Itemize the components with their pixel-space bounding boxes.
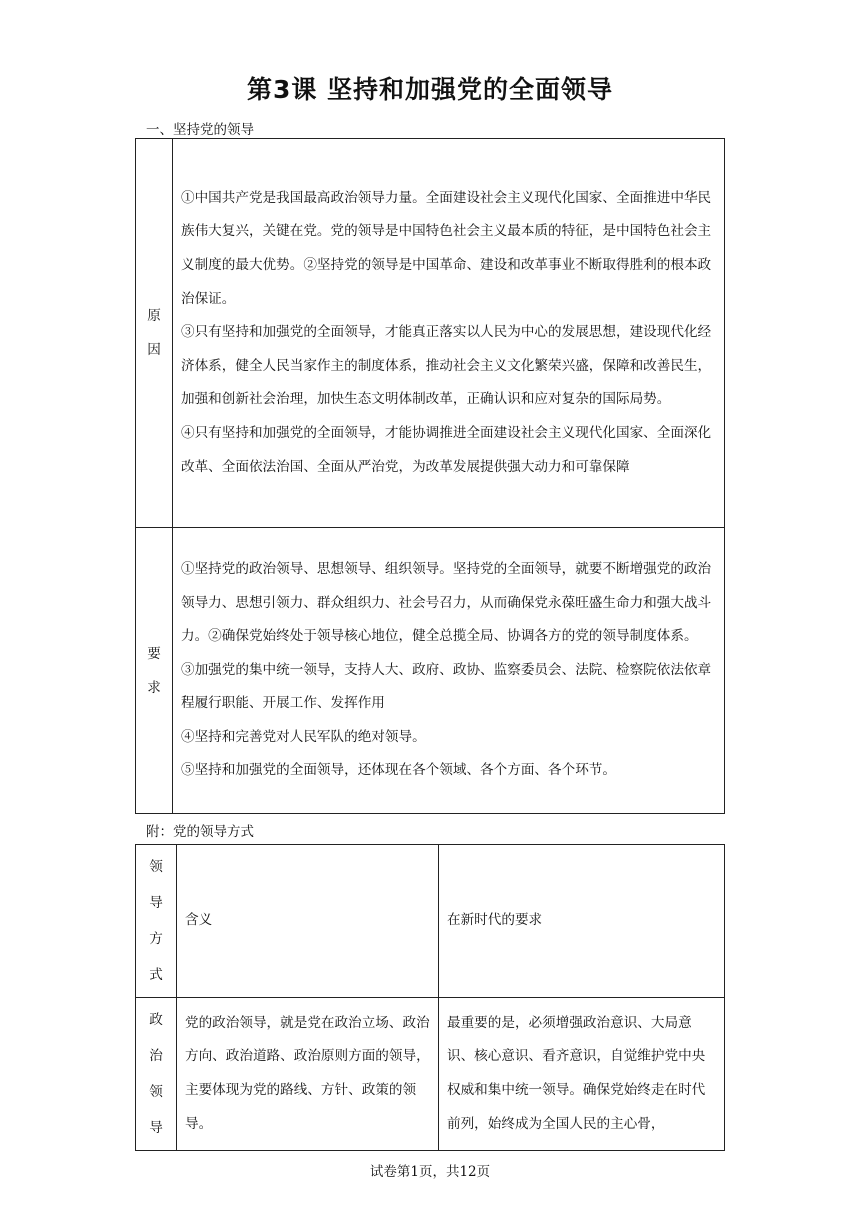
- appendix-heading: 附：党的领导方式: [146, 824, 254, 840]
- requirement-label-cell: [136, 528, 173, 814]
- header-method-cell: [136, 845, 177, 998]
- method-char: 导: [149, 1120, 163, 1136]
- leadership-table: [135, 138, 725, 814]
- row-method-cell: [136, 998, 177, 1151]
- header-char: 方: [149, 931, 163, 947]
- requirement-paragraph: ⑤坚持和加强党的全面领导，还体现在各个领域、各个方面、各个环节。: [181, 762, 616, 779]
- reason-label-char: 因: [147, 342, 161, 358]
- reason-content-cell: [173, 139, 725, 528]
- reason-paragraph: ③只有坚持和加强党的全面领导，才能真正落实以人民为中心的发展思想，建设现代化经济体系，健全人民当家作主的制度体系，推动社会主义文化繁荣兴盛，保障和改善民生，加强和创新社会治理，加快生态文明体制改革，正确认识和应对复杂的国际局势。: [181, 324, 712, 408]
- method-char: 治: [149, 1048, 163, 1064]
- requirement-paragraph: ③加强党的集中统一领导，支持人大、政府、政协、监察委员会、法院、检察院依法依章程履行职能、开展工作、发挥作用: [181, 661, 712, 712]
- row-meaning-cell: 党的政治领导，就是党在政治立场、政治方向、政治道路、政治原则方面的领导，主要体现为党的路线、方针、政策的领导。: [177, 998, 439, 1151]
- reason-label-char: 原: [147, 308, 161, 324]
- header-char: 导: [149, 895, 163, 911]
- requirement-paragraph: ④坚持和完善党对人民军队的绝对领导。: [181, 728, 426, 745]
- reason-paragraph: ①中国共产党是我国最高政治领导力量。全面建设社会主义现代化国家、全面推进中华民族伟大复兴，关键在党。党的领导是中国特色社会主义最本质的特征，是中国特色社会主义制度的最大优势。②坚持党的领导是中国革命、建设和改革事业不断取得胜利的根本政治保证。: [181, 189, 712, 307]
- section-heading: 一、坚持党的领导: [146, 122, 254, 138]
- requirement-content-cell: [173, 528, 725, 814]
- leadership-methods-table: [135, 844, 725, 1151]
- page-footer: 试卷第1页，共12页: [369, 1164, 491, 1180]
- requirement-label-char: 要: [147, 645, 161, 662]
- header-char: 领: [149, 859, 163, 875]
- requirement-label-char: 求: [147, 679, 161, 696]
- row-requirement-cell: 最重要的是，必须增强政治意识、大局意识、核心意识、看齐意识，自觉维护党中央权威和集中统一领导。确保党始终走在时代前列，始终成为全国人民的主心骨，: [439, 998, 725, 1151]
- method-char: 政: [149, 1012, 163, 1028]
- method-char: 领: [149, 1084, 163, 1100]
- reason-paragraph: ④只有坚持和加强党的全面领导，才能协调推进全面建设社会主义现代化国家、全面深化改革、全面依法治国、全面从严治党，为改革发展提供强大动力和可靠保障: [181, 424, 712, 475]
- requirement-paragraph: ①坚持党的政治领导、思想领导、组织领导。坚持党的全面领导，就要不断增强党的政治领导力、思想引领力、群众组织力、社会号召力，从而确保党永葆旺盛生命力和强大战斗力。②确保党始终处于领导核心地位，健全总揽全局、协调各方的党的领导制度体系。: [181, 560, 712, 645]
- page-title: 第3课 坚持和加强党的全面领导: [246, 75, 614, 104]
- header-requirement-cell: 在新时代的要求: [439, 845, 725, 998]
- header-meaning-cell: 含义: [177, 845, 439, 998]
- reason-label-cell: [136, 139, 173, 528]
- header-char: 式: [149, 967, 163, 983]
